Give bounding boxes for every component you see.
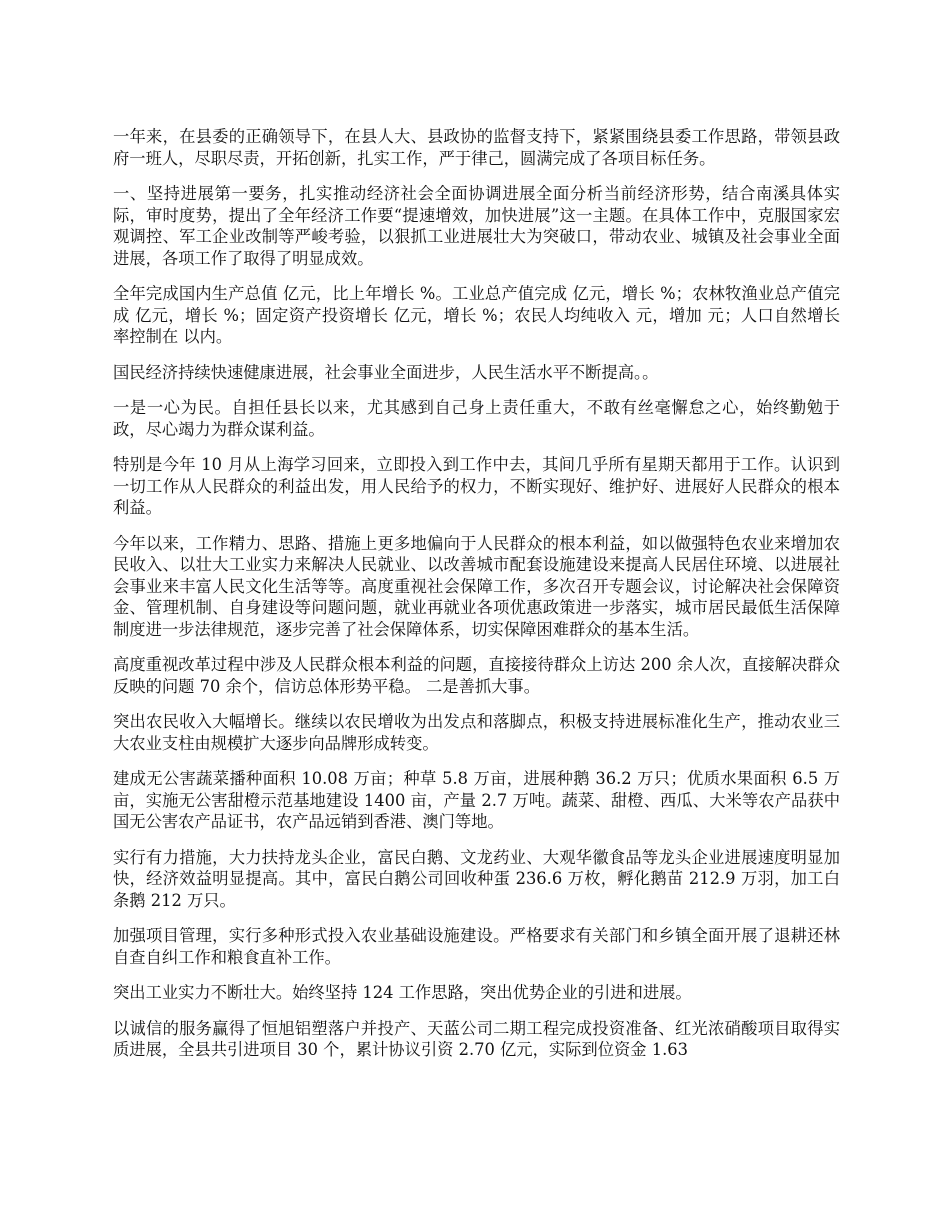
paragraph-shanghai-study: 特别是今年 10 月从上海学习回来，立即投入到工作中去，其间几乎所有星期天都用于工作。认识到一切工作从人民群众的利益出发，用人民给予的权力，不断实现好、维护好、进展好人民群众的根本利益。 (113, 455, 840, 517)
paragraph-annual-figures: 全年完成国内生产总值 亿元，比上年增长 %。工业总产值完成 亿元，增长 %；农林牧渔业总产值完成 亿元，增长 %；固定资产投资增长 亿元，增长 %；农民人均纯收入 元，增加 元；人口自然增长率控制在 以内。 (113, 284, 840, 346)
paragraph-leading-enterprises: 实行有力措施，大力扶持龙头企业，富民白鹅、文龙药业、大观华徽食品等龙头企业进展速度明显加快，经济效益明显提高。其中，富民白鹅公司回收种蛋 236.6 万枚，孵化鹅苗 212.9 万羽，加工白条鹅 212 万只。 (113, 847, 840, 910)
paragraph-intro: 一年来，在县委的正确领导下，在县人大、县政协的监督支持下，紧紧围绕县委工作思路，带领县政府一班人，尽职尽责，开拓创新，扎实工作，严于律己，圆满完成了各项目标任务。 (113, 127, 840, 168)
document-page (113, 126, 840, 1230)
paragraph-investment: 以诚信的服务赢得了恒旭铝塑落户并投产、天蓝公司二期工程完成投资准备、红光浓硝酸项目取得实质进展，全县共引进项目 30 个，累计协议引资 2.70 亿元，实际到位资金 1.63 (113, 1018, 840, 1059)
paragraph-petitions: 高度重视改革过程中涉及人民群众根本利益的问题，直接接待群众上访达 200 余人次，直接解决群众反映的问题 70 余个，信访总体形势平稳。 二是善抓大事。 (113, 655, 840, 696)
paragraph-section-one: 一、坚持进展第一要务，扎实推动经济社会全面协调进展全面分析当前经济形势，结合南溪具体实际，审时度势，提出了全年经济工作要“提速增效，加快进展”这一主题。在具体工作中，克服国家宏观调控、军工企业改制等严峻考验，以狠抓工业进展壮大为突破口，带动农业、城镇及社会事业全面进展，各项工作了取得了明显成效。 (113, 184, 840, 268)
paragraph-for-the-people: 一是一心为民。自担任县长以来，尤其感到自己身上责任重大，不敢有丝毫懈怠之心，始终勤勉于政，尽心竭力为群众谋利益。 (113, 398, 840, 439)
paragraph-project-management: 加强项目管理，实行多种形式投入农业基础设施建设。严格要求有关部门和乡镇全面开展了退耕还林自查自纠工作和粮食直补工作。 (113, 926, 840, 967)
paragraph-agri-output: 建成无公害蔬菜播种面积 10.08 万亩；种草 5.8 万亩，进展种鹅 36.2 万只；优质水果面积 6.5 万亩，实施无公害甜橙示范基地建设 1400 亩，产量 2.7 万吨。蔬菜、甜橙、西瓜、大米等农产品获中国无公害农产品证书，农产品远销到香港、澳门等地。 (113, 769, 840, 831)
paragraph-farmer-income: 突出农民收入大幅增长。继续以农民增收为出发点和落脚点，积极支持进展标准化生产，推动农业三大农业支柱由规模扩大逐步向品牌形成转变。 (113, 712, 840, 753)
paragraph-social-security: 今年以来，工作精力、思路、措施上更多地偏向于人民群众的根本利益，如以做强特色农业来增加农民收入、以壮大工业实力来解决人民就业、以改善城市配套设施建设来提高人民居住环境、以进展社会事业来丰富人民文化生活等等。高度重视社会保障工作，多次召开专题会议，讨论解决社会保障资金、管理机制、自身建设等问题问题，就业再就业各项优惠政策进一步落实，城市居民最低生活保障制度进一步法律规范，逐步完善了社会保障体系，切实保障困难群众的基本生活。 (113, 533, 840, 639)
paragraph-economy-progress: 国民经济持续快速健康进展，社会事业全面进步，人民生活水平不断提高。。 (113, 362, 659, 382)
paragraph-industry-strength: 突出工业实力不断壮大。始终坚持 124 工作思路，突出优势企业的引进和进展。 (113, 983, 692, 1002)
